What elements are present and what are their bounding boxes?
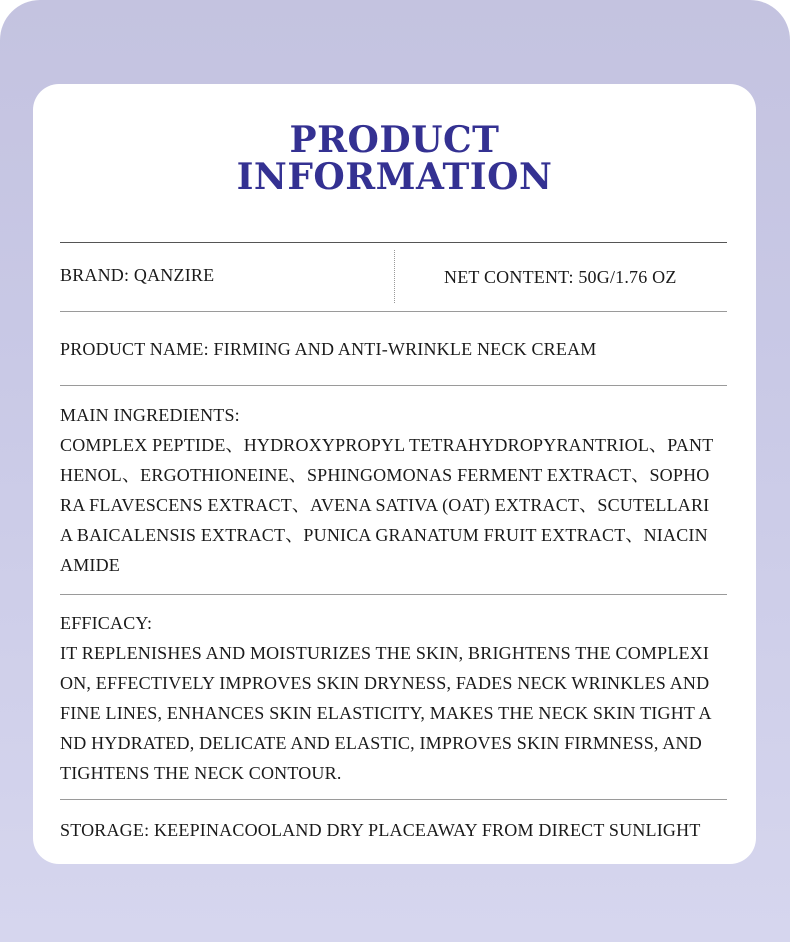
divider-product-name — [60, 385, 727, 386]
efficacy-line: ND HYDRATED, DELICATE AND ELASTIC, IMPROVES SKIN FIRMNESS, AND — [60, 733, 702, 753]
efficacy-section — [60, 608, 740, 788]
product-name-label: PRODUCT NAME: FIRMING AND ANTI-WRINKLE NECK CREAM — [60, 339, 597, 359]
title-line-2: INFORMATION — [236, 156, 553, 198]
divider-ingredients — [60, 594, 727, 595]
efficacy-line: ON, EFFECTIVELY IMPROVES SKIN DRYNESS, FADES NECK WRINKLES AND — [60, 673, 710, 693]
title-line-1: PRODUCT — [289, 119, 500, 161]
vertical-divider — [394, 250, 395, 303]
ingredients-heading: MAIN INGREDIENTS: — [60, 405, 240, 425]
ingredients-line: A BAICALENSIS EXTRACT、PUNICA GRANATUM FRUIT EXTRACT、NIACIN — [60, 525, 708, 545]
info-card — [33, 84, 756, 864]
efficacy-line: IT REPLENISHES AND MOISTURIZES THE SKIN, BRIGHTENS THE COMPLEXI — [60, 643, 710, 663]
divider-efficacy — [60, 799, 727, 800]
ingredients-section — [60, 400, 740, 580]
ingredients-line: AMIDE — [60, 555, 120, 575]
page-title — [33, 119, 756, 198]
efficacy-line: FINE LINES, ENHANCES SKIN ELASTICITY, MAKES THE NECK SKIN TIGHT A — [60, 703, 712, 723]
ingredients-line: HENOL、ERGOTHIONEINE、SPHINGOMONAS FERMENT EXTRACT、SOPHO — [60, 465, 710, 485]
divider-brand — [60, 311, 727, 312]
storage-label: STORAGE: KEEPINACOOLAND DRY PLACEAWAY FROM DIRECT SUNLIGHT — [60, 820, 701, 840]
efficacy-heading: EFFICACY: — [60, 613, 153, 633]
brand-label: BRAND: QANZIRE — [60, 265, 215, 285]
ingredients-line: RA FLAVESCENS EXTRACT、AVENA SATIVA (OAT) EXTRACT、SCUTELLARI — [60, 495, 710, 515]
ingredients-line: COMPLEX PEPTIDE、HYDROXYPROPYL TETRAHYDROPYRANTRIOL、PANT — [60, 435, 714, 455]
efficacy-line: TIGHTENS THE NECK CONTOUR. — [60, 763, 342, 783]
divider-top — [60, 242, 727, 243]
net-content-label: NET CONTENT: 50G/1.76 OZ — [444, 267, 677, 287]
